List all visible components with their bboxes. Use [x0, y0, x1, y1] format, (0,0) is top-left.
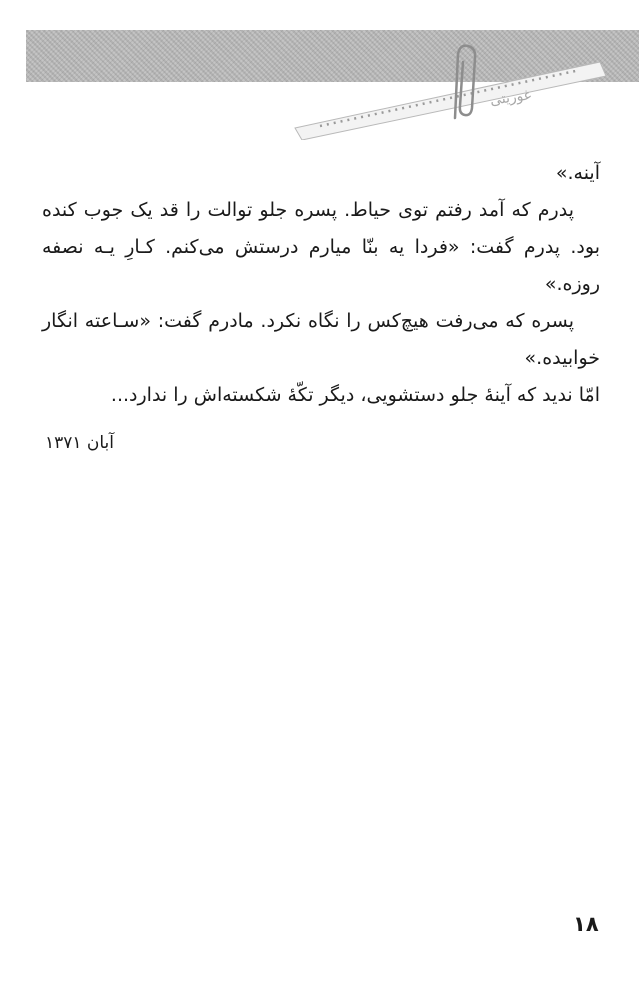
paragraph: پدرم که آمد رفتم توی حیاط. پسره جلو توالت را قد یک جوب کنده بود. پدرم گفت: «فردا یه بنّا میارم درستش می‌کنم. کـارِ یـه نصفه روزه.»	[42, 199, 600, 295]
date: آبان ۱۳۷۱	[44, 433, 114, 453]
paragraph: امّا ندید که آینهٔ جلو دستشویی، دیگر تکّهٔ شکسته‌اش را ندارد...	[110, 384, 600, 406]
paragraph: پسره که می‌رفت هیچ‌کس را نگاه نکرد. مادرم گفت: «سـاعته انگار خوابیده.»	[42, 310, 600, 369]
page-number: ۱۸	[573, 912, 599, 936]
section-title: غوریتی	[489, 87, 533, 109]
paragraph: آینه.»	[555, 162, 600, 184]
story-text	[42, 155, 600, 414]
paper-clip-decoration	[280, 40, 610, 140]
torn-paper-strip	[295, 62, 606, 140]
